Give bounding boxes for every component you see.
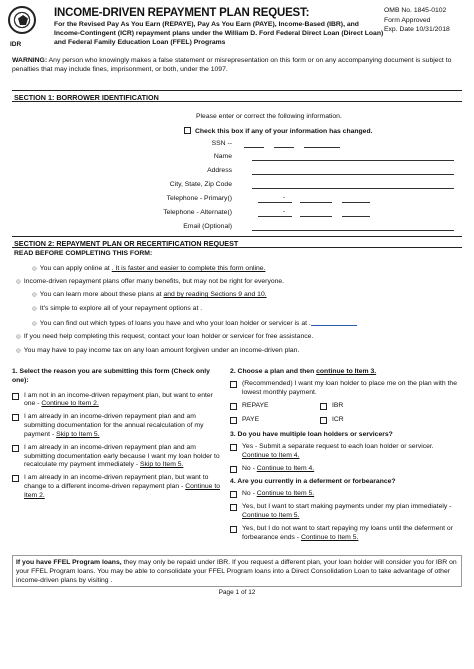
warning-notice — [12, 56, 460, 74]
phone-alternate-ext[interactable] — [342, 209, 370, 217]
q1-option-enter-plan: I am not in an income-driven repayment plan, but want to enter one - Continue to Item 2. — [12, 392, 222, 410]
bullet-learn-more: ◎ You can learn more about these plans at and by reading Sections 9 and 10. — [32, 291, 267, 298]
bullet-apply-online: ◎ You can apply online at . It is faster and easier to complete this form online. — [32, 265, 266, 272]
q3-title: 3. Do you have multiple loan holders or servicers? — [230, 431, 393, 439]
city-label: City, State, Zip Code — [169, 181, 232, 188]
ffel-bold: If you have FFEL Program loans, — [16, 559, 122, 566]
bullet-icon: ◎ — [32, 321, 37, 327]
phone-primary-number[interactable] — [300, 195, 332, 203]
city-field[interactable] — [252, 181, 454, 189]
warning-label: WARNING: — [12, 57, 48, 64]
email-label: Email (Optional) — [183, 223, 232, 230]
q4-title: 4. Are you currently in a deferment or forbearance? — [230, 478, 396, 486]
name-label: Name — [213, 153, 232, 160]
address-field[interactable] — [252, 167, 454, 175]
phone-alternate-prefix[interactable] — [258, 209, 292, 217]
form-code: IDR — [10, 41, 22, 48]
plan-icr: ICR — [320, 416, 410, 425]
q4-yes-immediate-checkbox[interactable] — [230, 504, 237, 511]
warning-text: Any person who knowingly makes a false statement or misrepresentation on this form or on any accompanying document is subject to penalties that may include fines, imprisonment, or both, under the 1097. — [12, 57, 452, 74]
q1-option-early-recalc: I am already in an income-driven repayment plan and am submitting documentation early because I want my loan holder to recalculate my payment immediately - Skip to Item 5. — [12, 444, 222, 470]
bullet-icon: ◎ — [16, 348, 21, 354]
email-field[interactable] — [252, 223, 454, 231]
q1-option-4-checkbox[interactable] — [12, 475, 19, 482]
phone-primary-label: Telephone - Primary() — [166, 195, 232, 202]
phone-primary-prefix[interactable] — [258, 195, 292, 203]
phone-primary-dash: - — [283, 194, 286, 201]
apply-online-link[interactable]: . It is faster and easier to complete this form online. — [111, 265, 266, 272]
form-subtitle: For the Revised Pay As You Earn (REPAYE), Pay As You Earn (PAYE), Income-Based (IBR), and Income-Contingent (ICR) repayment plans under the William D. Ford Federal Direct Loan (Direct Loan) and Federal Family Education Loan (FFEL) Programs — [54, 21, 384, 46]
q2-continue-link[interactable]: continue to Item 3. — [316, 368, 377, 375]
q3-no-checkbox[interactable] — [230, 466, 237, 473]
q3-option-yes: Yes - Submit a separate request to each loan holder or servicer. Continue to Item 4. — [230, 443, 460, 461]
omb-number: OMB No. 1845-0102 — [384, 7, 447, 14]
q4-yes-immediate-link[interactable]: Continue to Item 5. — [242, 511, 300, 519]
bullet-icon: ◎ — [16, 279, 21, 285]
plan-paye: PAYE — [230, 416, 320, 425]
city-row — [140, 181, 458, 193]
bullet-icon: ◎ — [32, 292, 37, 298]
q2-title: 2. Choose a plan and then continue to Item 3. — [230, 368, 377, 375]
read-before-box — [12, 250, 462, 362]
learn-more-link[interactable]: and by reading Sections 9 and 10. — [163, 291, 267, 298]
expiration-date: Exp. Date 10/31/2018 — [384, 26, 450, 34]
plan-paye-checkbox[interactable] — [230, 417, 237, 424]
q1-option-3-checkbox[interactable] — [12, 445, 19, 452]
phone-primary-row — [140, 195, 458, 207]
q1-option-1-link[interactable]: Continue to Item 2. — [41, 400, 99, 408]
q1-title: 1. Select the reason you are submitting this form (Check only one): — [12, 368, 210, 384]
q1-option-annual-recalc: I am already in an income-driven repayment plan and am submitting documentation for the annual recalculation of my payment - Skip to Item 5. — [12, 413, 222, 439]
q1-option-3-link[interactable]: Skip to Item 5. — [139, 461, 184, 469]
plan-icr-checkbox[interactable] — [320, 417, 327, 424]
plan-repaye-checkbox[interactable] — [230, 403, 237, 410]
form-header — [6, 4, 468, 54]
ssn-field-1[interactable] — [244, 140, 264, 148]
plan-repaye: REPAYE — [230, 402, 320, 411]
omb-info — [384, 6, 466, 35]
email-row — [140, 223, 458, 235]
bullet-income-tax: ◎ You may have to pay income tax on any loan amount forgiven under an income-driven plan. — [16, 347, 300, 354]
bullet-icon: ◎ — [32, 306, 37, 312]
q4-option-no: No - Continue to Item 5. — [230, 490, 460, 499]
phone-alternate-dash: - — [283, 208, 286, 215]
address-label: Address — [207, 167, 232, 174]
section1-instruction: Please enter or correct the following information. — [196, 113, 342, 120]
form-approved: Form Approved — [384, 16, 431, 24]
questions-2-4 — [230, 368, 460, 542]
q4-option-yes-later: Yes, but I do not want to start repaying my loans until the deferment or forbearance ends - Continue to Item 5. — [230, 525, 460, 543]
department-seal-icon — [8, 6, 36, 34]
q3-option-no: No - Continue to Item 4. — [230, 465, 460, 474]
ffel-text: they may only be repaid under IBR. If you request a different plan, your loan holder will consider you for IBR on your FFEL Program loans. You may be able to consolidate your FFEL Program loans into a Direct Consolidation Loan to take advantage of other income-driven plans by visiting . — [16, 559, 457, 585]
ssn-field-2[interactable] — [274, 140, 294, 148]
q4-no-checkbox[interactable] — [230, 491, 237, 498]
q3-yes-link[interactable]: Continue to Item 4. — [242, 451, 300, 459]
phone-alternate-label: Telephone - Alternate() — [163, 209, 232, 216]
q2-plan-grid — [230, 402, 460, 425]
bullet-benefits: ◎ Income-driven repayment plans offer many benefits, but may not be right for everyone. — [16, 278, 285, 285]
q1-option-4-link[interactable]: Continue to Item 2. — [24, 483, 220, 499]
ssn-label: SSN -- — [211, 140, 232, 147]
q4-yes-later-link[interactable]: Continue to Item 5. — [300, 533, 359, 541]
ssn-field-3[interactable] — [304, 140, 340, 148]
page-number: Page 1 of 12 — [218, 589, 256, 596]
name-field[interactable] — [252, 153, 454, 161]
bullet-icon: ◎ — [32, 266, 37, 272]
q3-yes-checkbox[interactable] — [230, 444, 237, 451]
name-row — [140, 153, 458, 165]
section1-header: SECTION 1: BORROWER IDENTIFICATION — [12, 90, 462, 102]
bullet-help: ◎ If you need help completing this request, contact your loan holder or servicer for free assistance. — [16, 333, 314, 340]
ssn-row — [140, 140, 458, 152]
read-before-title: READ BEFORE COMPLETING THIS FORM: — [14, 250, 153, 257]
q3-no-link[interactable]: Continue to Item 4. — [256, 464, 315, 472]
plan-ibr: IBR — [320, 402, 410, 411]
q2-recommended-checkbox[interactable] — [230, 381, 237, 388]
bullet-explore: ◎ It's simple to explore all of your repayment options at . — [32, 305, 203, 312]
q4-yes-later-checkbox[interactable] — [230, 526, 237, 533]
info-changed-label: Check this box if any of your information has changed. — [195, 128, 373, 135]
q2-option-recommended: (Recommended) I want my loan holder to place me on the plan with the lowest monthly payment. — [230, 380, 460, 398]
q1-option-2-checkbox[interactable] — [12, 414, 19, 421]
q1-option-2-link[interactable]: Skip to Item 5. — [56, 430, 100, 438]
info-changed-row — [184, 127, 373, 136]
phone-primary-ext[interactable] — [342, 195, 370, 203]
q1-option-change-plan: I am already in an income-driven repayment plan, but want to change to a different income-driven repayment plan - Continue to Item 2. — [12, 474, 222, 500]
q4-no-link[interactable]: Continue to Item 5. — [256, 490, 315, 498]
question-1 — [12, 368, 222, 501]
bullet-find-loans: ◎ You can find out which types of loans you have and who your loan holder or servicer is at . — [32, 319, 357, 328]
loan-lookup-link[interactable] — [311, 320, 357, 326]
info-changed-checkbox[interactable] — [184, 127, 191, 134]
form-title: INCOME-DRIVEN REPAYMENT PLAN REQUEST: — [54, 7, 310, 19]
section2-header: SECTION 2: REPAYMENT PLAN OR RECERTIFICATION REQUEST — [12, 236, 462, 248]
phone-alternate-row — [140, 209, 458, 221]
q4-option-yes-immediate: Yes, but I want to start making payments under my plan immediately - Continue to Item 5. — [230, 503, 460, 521]
address-row — [140, 167, 458, 179]
bullet-icon: ◎ — [16, 334, 21, 340]
plan-ibr-checkbox[interactable] — [320, 403, 327, 410]
phone-alternate-number[interactable] — [300, 209, 332, 217]
ffel-notice — [12, 555, 462, 587]
q1-option-1-checkbox[interactable] — [12, 393, 19, 400]
